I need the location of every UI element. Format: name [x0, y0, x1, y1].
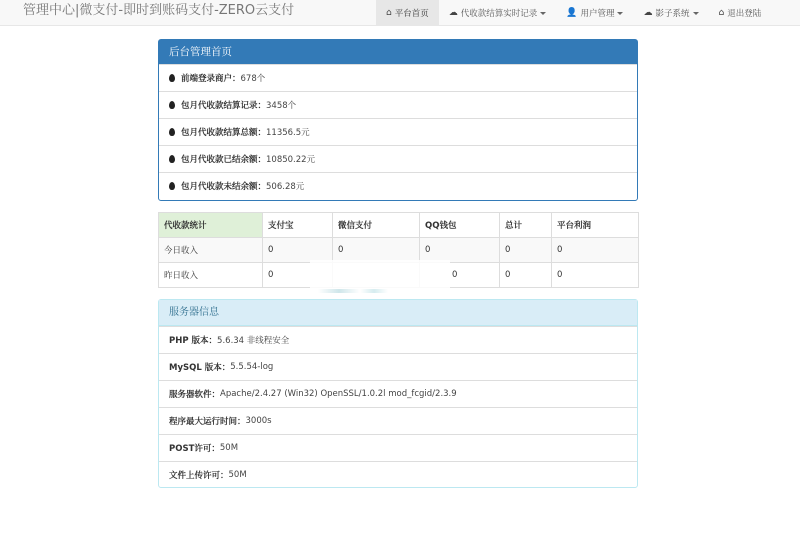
table-cell: 0 — [552, 238, 639, 263]
list-item-label: 程序最大运行时间： — [169, 417, 246, 427]
nav-item-label: 退出登陆 — [727, 9, 762, 19]
nav-menu — [376, 0, 771, 26]
list-item-label: 包月代收款结算记录： — [181, 101, 267, 111]
list-item-label: 前端登录商户： — [181, 74, 241, 84]
cloud-icon: ☁ — [643, 8, 653, 18]
table-cell: 0 — [552, 263, 639, 288]
table-header: 总计 — [500, 213, 552, 238]
table-header: 微信支付 — [333, 213, 420, 238]
list-item-value: 50M — [228, 470, 247, 480]
table-cell: 今日收入 — [159, 238, 263, 263]
list-item — [159, 118, 637, 145]
caret-down-icon — [693, 12, 699, 15]
list-item-label: MySQL 版本： — [169, 363, 231, 373]
tint-icon — [169, 128, 175, 136]
cloud-icon: ☁ — [448, 8, 458, 18]
table-header: 代收款统计 — [159, 213, 263, 238]
list-item — [159, 461, 637, 488]
list-item-value: 50M — [219, 443, 239, 453]
nav-item-user-management[interactable] — [556, 0, 633, 26]
brand-title[interactable]: 管理中心|微支付-即时到账码支付-ZERO云支付 — [23, 3, 295, 18]
list-item — [159, 434, 637, 461]
table-header: 支付宝 — [263, 213, 333, 238]
list-item-value: 5.5.54-log — [230, 362, 274, 372]
list-item — [159, 172, 637, 199]
top-navbar — [0, 0, 800, 26]
nav-item-home[interactable] — [376, 0, 439, 26]
list-item — [159, 353, 637, 380]
overview-panel — [158, 39, 638, 201]
list-item-value: Apache/2.4.27 (Win32) OpenSSL/1.0.2l mod_fcgid/2.3.9 — [220, 389, 457, 399]
list-item-value: 11356.5元 — [266, 128, 310, 138]
list-item-label: POST许可： — [169, 444, 220, 454]
list-item-value: 10850.22元 — [266, 155, 316, 165]
server-info-title: 服务器信息 — [159, 300, 637, 326]
home-icon: ⌂ — [386, 8, 392, 18]
list-item-label: 服务器软件： — [169, 390, 221, 400]
table-cell: 0 — [333, 238, 420, 263]
tint-icon — [169, 74, 175, 82]
table-header-row — [159, 213, 639, 238]
nav-item-settlement-records[interactable] — [439, 0, 557, 26]
list-item-value: 3000s — [245, 416, 272, 426]
table-cell: 0 — [263, 238, 333, 263]
nav-item-shadow-system[interactable] — [633, 0, 708, 26]
table-header: QQ钱包 — [420, 213, 500, 238]
table-cell: 0 — [263, 263, 333, 288]
table-cell: 昨日收入 — [159, 263, 263, 288]
server-info-panel — [158, 299, 638, 488]
caret-down-icon — [540, 12, 546, 15]
table-row — [159, 238, 639, 263]
list-item-label: 包月代收款未结余额： — [181, 182, 267, 192]
nav-item-label: 平台首页 — [394, 9, 429, 19]
list-item-label: 包月代收款已结余额： — [181, 155, 267, 165]
table-cell: 0 — [420, 238, 500, 263]
nav-item-label: 影子系统 — [655, 9, 690, 19]
table-cell: 0 — [500, 238, 552, 263]
list-item-value: 3458个 — [266, 101, 297, 111]
list-item-value: 678个 — [240, 74, 266, 84]
list-item — [159, 407, 637, 434]
user-icon: 👤 — [566, 8, 578, 18]
table-cell: 0 — [500, 263, 552, 288]
list-item — [159, 145, 637, 172]
list-item-value: 506.28元 — [266, 182, 305, 192]
nav-item-label: 用户管理 — [580, 9, 615, 19]
list-item — [159, 380, 637, 407]
list-item-label: 文件上传许可： — [169, 471, 229, 481]
nav-item-label: 代收款结算实时记录 — [460, 9, 538, 19]
tint-icon — [169, 155, 175, 163]
table-header: 平台利润 — [552, 213, 639, 238]
list-item-label: 包月代收款结算总额： — [181, 128, 267, 138]
list-item — [159, 64, 637, 91]
tint-icon — [169, 182, 175, 190]
tint-icon — [169, 101, 175, 109]
list-item — [159, 326, 637, 353]
nav-item-logout[interactable] — [709, 0, 772, 26]
caret-down-icon — [617, 12, 623, 15]
home-icon: ⌂ — [718, 8, 725, 18]
table-cell: 0 — [420, 263, 500, 288]
list-item — [159, 91, 637, 118]
list-item-label: PHP 版本： — [169, 336, 218, 346]
overview-panel-title: 后台管理首页 — [159, 40, 637, 64]
blur-artifact — [318, 289, 388, 293]
list-item-value: 5.6.34 非线程安全 — [217, 336, 290, 346]
